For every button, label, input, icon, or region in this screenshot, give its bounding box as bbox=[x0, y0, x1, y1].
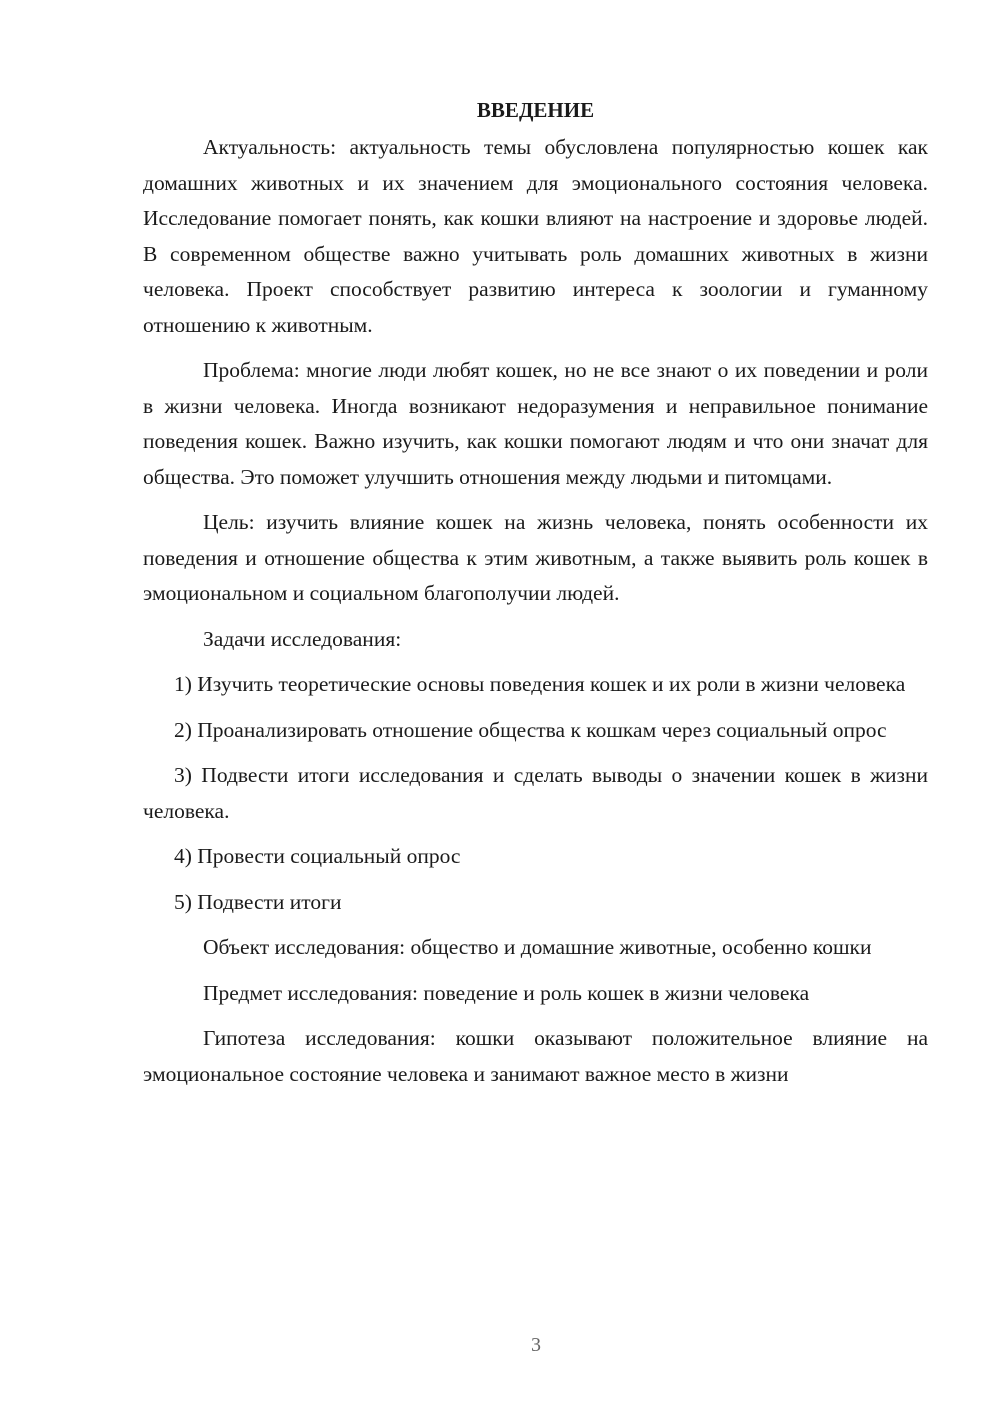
document-heading: ВВЕДЕНИЕ bbox=[476, 98, 595, 122]
task-item-5: 5) Подвести итоги bbox=[174, 889, 342, 914]
relevance-paragraph: Актуальность: актуальность темы обусловлена популярностью кошек как домашних животных и их значением для эмоционального состояния человека. Исследование помогает понять, как кошки влияют на настроение и здоровье людей. В современном обществе важно учитывать роль домашних животных в жизни человека. Проект способствует развитию интереса к зоологии и гуманному отношению к животным. bbox=[143, 135, 928, 337]
document-page bbox=[143, 92, 928, 1102]
task-item-4: 4) Провести социальный опрос bbox=[174, 844, 461, 868]
tasks-title: Задачи исследования: bbox=[203, 626, 402, 651]
hypothesis-paragraph: Гипотеза исследования: кошки оказывают положительное влияние на эмоциональное состояние человека и занимают важное место в жизни bbox=[143, 1026, 928, 1086]
task-item-1: 1) Изучить теоретические основы поведения кошек и их роли в жизни человека bbox=[174, 672, 906, 696]
task-item-3: 3) Подвести итоги исследования и сделать выводы о значении кошек в жизни человека. bbox=[143, 763, 928, 823]
goal-paragraph: Цель: изучить влияние кошек на жизнь человека, понять особенности их поведения и отношение общества к этим животным, а также выявить роль кошек в эмоциональном и социальном благополучии людей. bbox=[143, 510, 928, 605]
object-paragraph: Объект исследования: общество и домашние животные, особенно кошки bbox=[203, 935, 872, 959]
page-number: 3 bbox=[531, 1334, 541, 1356]
subject-paragraph: Предмет исследования: поведение и роль кошек в жизни человека bbox=[203, 980, 810, 1005]
problem-paragraph: Проблема: многие люди любят кошек, но не все знают о их поведении и роли в жизни человека. Иногда возникают недоразумения и неправильное понимание поведения кошек. Важно изучить, как кошки помогают людям и что они значат для общества. Это поможет улучшить отношения между людьми и питомцами. bbox=[143, 358, 928, 489]
task-item-2: 2) Проанализировать отношение общества к кошкам через социальный опрос bbox=[174, 717, 887, 742]
